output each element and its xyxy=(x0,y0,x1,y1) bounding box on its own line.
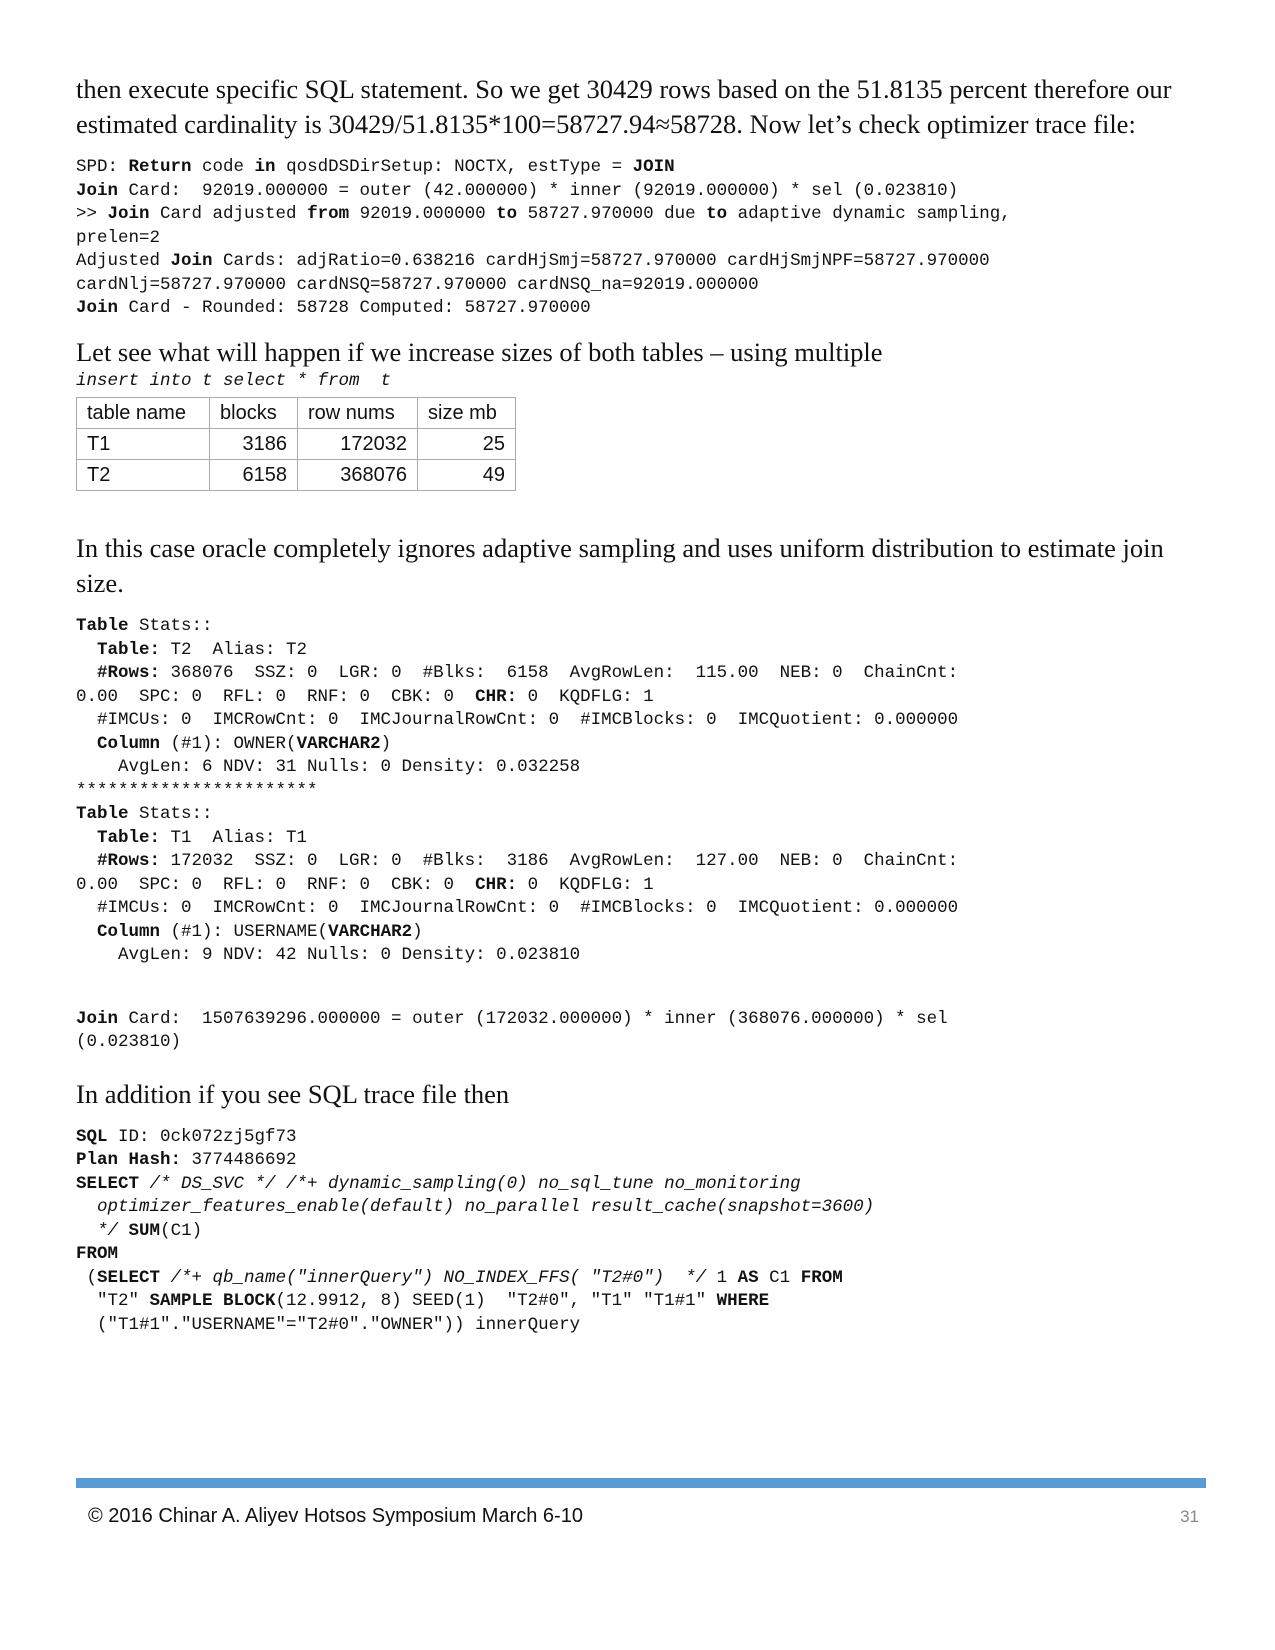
code-line xyxy=(76,203,1206,227)
code-token: Card: 92019.000000 = outer (42.000000) * inner (92019.000000) * sel (0.023810) xyxy=(118,180,959,201)
code-token: 0.00 SPC: 0 RFL: 0 RNF: 0 CBK: 0 xyxy=(76,874,476,895)
sql-trace-block xyxy=(76,1126,1206,1338)
header-table-name: table name xyxy=(77,398,210,429)
cell-blocks: 3186 xyxy=(210,429,298,460)
code-token: ) xyxy=(380,733,392,754)
code-line xyxy=(76,944,1206,968)
code-token: qosdDSDirSetup: NOCTX, estType = xyxy=(275,157,633,177)
footer-copyright: © 2016 Chinar A. Aliyev Hotsos Symposium March 6-10 xyxy=(88,1505,583,1527)
code-token: "T2" xyxy=(76,1291,150,1311)
code-token: (12.9912, 8) SEED(1) "T2#0", "T1" "T1#1" xyxy=(275,1291,717,1311)
code-token: Table xyxy=(76,804,129,824)
code-token: 1 xyxy=(706,1267,738,1288)
code-token: */ xyxy=(97,1220,119,1241)
increase-sizes-paragraph: Let see what will happen if we increase sizes of both tables – using multiple xyxy=(76,336,883,367)
code-token: Plan Hash: xyxy=(76,1150,182,1170)
code-token: SELECT xyxy=(76,1173,140,1194)
code-token xyxy=(160,1268,171,1288)
document-page xyxy=(76,72,1206,1337)
code-line xyxy=(76,733,1206,757)
header-size-mb: size mb xyxy=(418,398,516,429)
code-token xyxy=(76,828,97,848)
code-token: Join xyxy=(76,298,119,318)
code-token: #Rows: xyxy=(97,851,161,871)
code-line xyxy=(76,662,1206,686)
join-card-trace-block xyxy=(76,1008,1206,1055)
code-line xyxy=(76,1243,1206,1267)
code-token xyxy=(76,1197,97,1217)
code-line xyxy=(76,874,1206,898)
code-token: Stats:: xyxy=(128,804,213,824)
code-token: Join xyxy=(76,180,119,201)
table-row xyxy=(77,460,516,491)
code-token xyxy=(76,663,97,683)
code-line xyxy=(76,686,1206,710)
uniform-distribution-paragraph: In this case oracle completely ignores adaptive sampling and uses uniform distribution to estimate join size. xyxy=(76,533,1164,598)
code-token xyxy=(76,851,97,871)
code-token: AvgLen: 9 NDV: 42 Nulls: 0 Density: 0.023810 xyxy=(76,945,581,965)
code-token: cardNlj=58727.970000 cardNSQ=58727.970000 cardNSQ_na=92019.000000 xyxy=(76,274,759,295)
code-token: optimizer_features_enable(default) no_parallel result_cache(snapshot=3600) xyxy=(97,1197,875,1217)
code-line xyxy=(76,1031,1206,1055)
code-line xyxy=(76,921,1206,945)
cell-table-name: T2 xyxy=(77,460,210,491)
code-token: (#1): USERNAME( xyxy=(160,921,329,942)
code-token: adaptive dynamic sampling, xyxy=(727,204,1011,224)
footer-divider-bar xyxy=(76,1478,1206,1488)
code-token: 0 KQDFLG: 1 xyxy=(517,686,654,707)
code-token: >> xyxy=(76,204,108,224)
page-number: 31 xyxy=(1180,1507,1199,1526)
code-token: SQL xyxy=(76,1126,108,1147)
code-token: ("T1#1"."USERNAME"="T2#0"."OWNER")) innerQuery xyxy=(76,1314,581,1335)
code-line xyxy=(76,1314,1206,1338)
code-token: T2 Alias: T2 xyxy=(160,639,308,660)
code-line xyxy=(76,803,1206,827)
code-token: Cards: adjRatio=0.638216 cardHjSmj=58727.970000 cardHjSmjNPF=58727.970000 xyxy=(212,251,990,271)
code-token: code xyxy=(191,157,255,177)
code-token: to xyxy=(706,204,728,224)
code-token: #Rows: xyxy=(97,663,161,683)
code-token: SPD: xyxy=(76,157,129,177)
code-token: in xyxy=(254,157,276,177)
header-blocks: blocks xyxy=(210,398,298,429)
cell-size-mb: 25 xyxy=(418,429,516,460)
code-token: from xyxy=(307,204,350,224)
code-line xyxy=(76,250,1206,274)
cell-row-nums: 368076 xyxy=(298,460,418,491)
code-token: Card adjusted xyxy=(149,204,308,224)
code-line xyxy=(76,615,1206,639)
code-token: Adjusted xyxy=(76,251,171,271)
code-token: T1 Alias: T1 xyxy=(160,827,308,848)
code-token: 0 KQDFLG: 1 xyxy=(517,874,654,895)
code-line xyxy=(76,297,1206,321)
code-line xyxy=(76,1267,1206,1291)
code-line xyxy=(76,850,1206,874)
code-token: C1 xyxy=(758,1267,801,1288)
code-token: Card - Rounded: 58728 Computed: 58727.970000 xyxy=(118,298,591,318)
code-token: FROM xyxy=(800,1267,843,1288)
code-token xyxy=(76,1221,97,1241)
code-line xyxy=(76,274,1206,298)
code-line xyxy=(76,1126,1206,1150)
code-token: Stats:: xyxy=(128,616,213,636)
code-token: 58727.970000 due xyxy=(517,204,707,224)
code-token: 0.00 SPC: 0 RFL: 0 RNF: 0 CBK: 0 xyxy=(76,686,476,707)
code-line xyxy=(76,827,1206,851)
code-token: ID: 0ck072zj5gf73 xyxy=(107,1126,297,1147)
code-line xyxy=(76,1196,1206,1220)
code-token xyxy=(76,922,97,942)
insert-statement xyxy=(76,370,1206,394)
code-line xyxy=(76,227,1206,251)
code-token: ( xyxy=(76,1267,98,1288)
code-line xyxy=(76,1173,1206,1197)
code-token: (#1): OWNER( xyxy=(160,733,297,754)
code-token: AvgLen: 6 NDV: 31 Nulls: 0 Density: 0.032258 xyxy=(76,757,581,777)
code-token: #IMCUs: 0 IMCRowCnt: 0 IMCJournalRowCnt: 0 #IMCBlocks: 0 IMCQuotient: 0.000000 xyxy=(76,898,959,918)
code-token: SELECT xyxy=(97,1267,161,1288)
code-token: Table: xyxy=(97,639,161,660)
code-token: Return xyxy=(128,157,192,177)
code-line xyxy=(76,156,1206,180)
code-token: Card: 1507639296.000000 = outer (172032.000000) * inner (368076.000000) * sel xyxy=(118,1008,948,1029)
code-token: 172032 SSZ: 0 LGR: 0 #Blks: 3186 AvgRowLen: 127.00 NEB: 0 ChainCnt: xyxy=(160,851,959,871)
header-row-nums: row nums xyxy=(298,398,418,429)
code-token: ) xyxy=(412,921,423,942)
code-token: VARCHAR2 xyxy=(328,921,413,942)
insert-statement-text: insert into t select * from t xyxy=(76,370,392,391)
code-token: 3774486692 xyxy=(181,1150,297,1170)
cell-blocks: 6158 xyxy=(210,460,298,491)
code-token: VARCHAR2 xyxy=(296,733,381,754)
code-token: Table xyxy=(76,616,129,636)
table-stats-trace-block xyxy=(76,615,1206,968)
code-token: prelen=2 xyxy=(76,227,161,248)
cell-row-nums: 172032 xyxy=(298,429,418,460)
table-header-row xyxy=(77,398,516,429)
code-token: (0.023810) xyxy=(76,1032,182,1052)
code-token xyxy=(76,640,97,660)
code-token: Column xyxy=(97,921,161,942)
code-token xyxy=(139,1174,150,1194)
code-token: Column xyxy=(97,733,161,754)
code-token: CHR: xyxy=(475,874,518,895)
code-token: Join xyxy=(170,251,213,271)
code-token: 92019.000000 xyxy=(349,204,497,224)
code-token: /*+ qb_name("innerQuery") NO_INDEX_FFS( "T2#0") */ xyxy=(170,1267,707,1288)
code-line xyxy=(76,1008,1206,1032)
code-token: /* DS_SVC */ /*+ dynamic_sampling(0) no_sql_tune no_monitoring xyxy=(149,1173,801,1194)
code-token: SAMPLE BLOCK xyxy=(149,1291,276,1311)
code-token: CHR: xyxy=(475,686,518,707)
code-token: *********************** xyxy=(76,780,318,801)
cell-size-mb: 49 xyxy=(418,460,516,491)
code-line xyxy=(76,180,1206,204)
code-token: to xyxy=(496,204,518,224)
code-line xyxy=(76,1290,1206,1314)
optimizer-trace-block xyxy=(76,156,1206,321)
code-token: FROM xyxy=(76,1244,119,1264)
code-line xyxy=(76,1149,1206,1173)
code-line xyxy=(76,709,1206,733)
code-token: Table: xyxy=(97,827,161,848)
code-token: #IMCUs: 0 IMCRowCnt: 0 IMCJournalRowCnt: 0 #IMCBlocks: 0 IMCQuotient: 0.000000 xyxy=(76,710,959,730)
code-token: SUM xyxy=(128,1220,161,1241)
code-token: Join xyxy=(76,1008,119,1029)
table-sizes xyxy=(76,397,516,491)
code-token xyxy=(76,734,97,754)
code-line xyxy=(76,897,1206,921)
code-line xyxy=(76,639,1206,663)
code-line xyxy=(76,756,1206,780)
table-row xyxy=(77,429,516,460)
sql-trace-paragraph: In addition if you see SQL trace file then xyxy=(76,1078,510,1109)
code-token: 368076 SSZ: 0 LGR: 0 #Blks: 6158 AvgRowLen: 115.00 NEB: 0 ChainCnt: xyxy=(160,663,959,683)
code-token: WHERE xyxy=(716,1291,770,1311)
code-token: AS xyxy=(737,1267,759,1288)
code-token: Join xyxy=(107,204,150,224)
intro-paragraph: then execute specific SQL statement. So we get 30429 rows based on the 51.8135 percent therefore our estimated cardinality is 30429/51.8135*100=58727.94≈58728. Now let’s check optimizer trace file: xyxy=(76,74,1172,139)
code-token: JOIN xyxy=(632,157,675,177)
code-token xyxy=(118,1221,129,1241)
cell-table-name: T1 xyxy=(77,429,210,460)
code-line xyxy=(76,1220,1206,1244)
code-token: (C1) xyxy=(160,1220,203,1241)
code-line xyxy=(76,780,1206,804)
